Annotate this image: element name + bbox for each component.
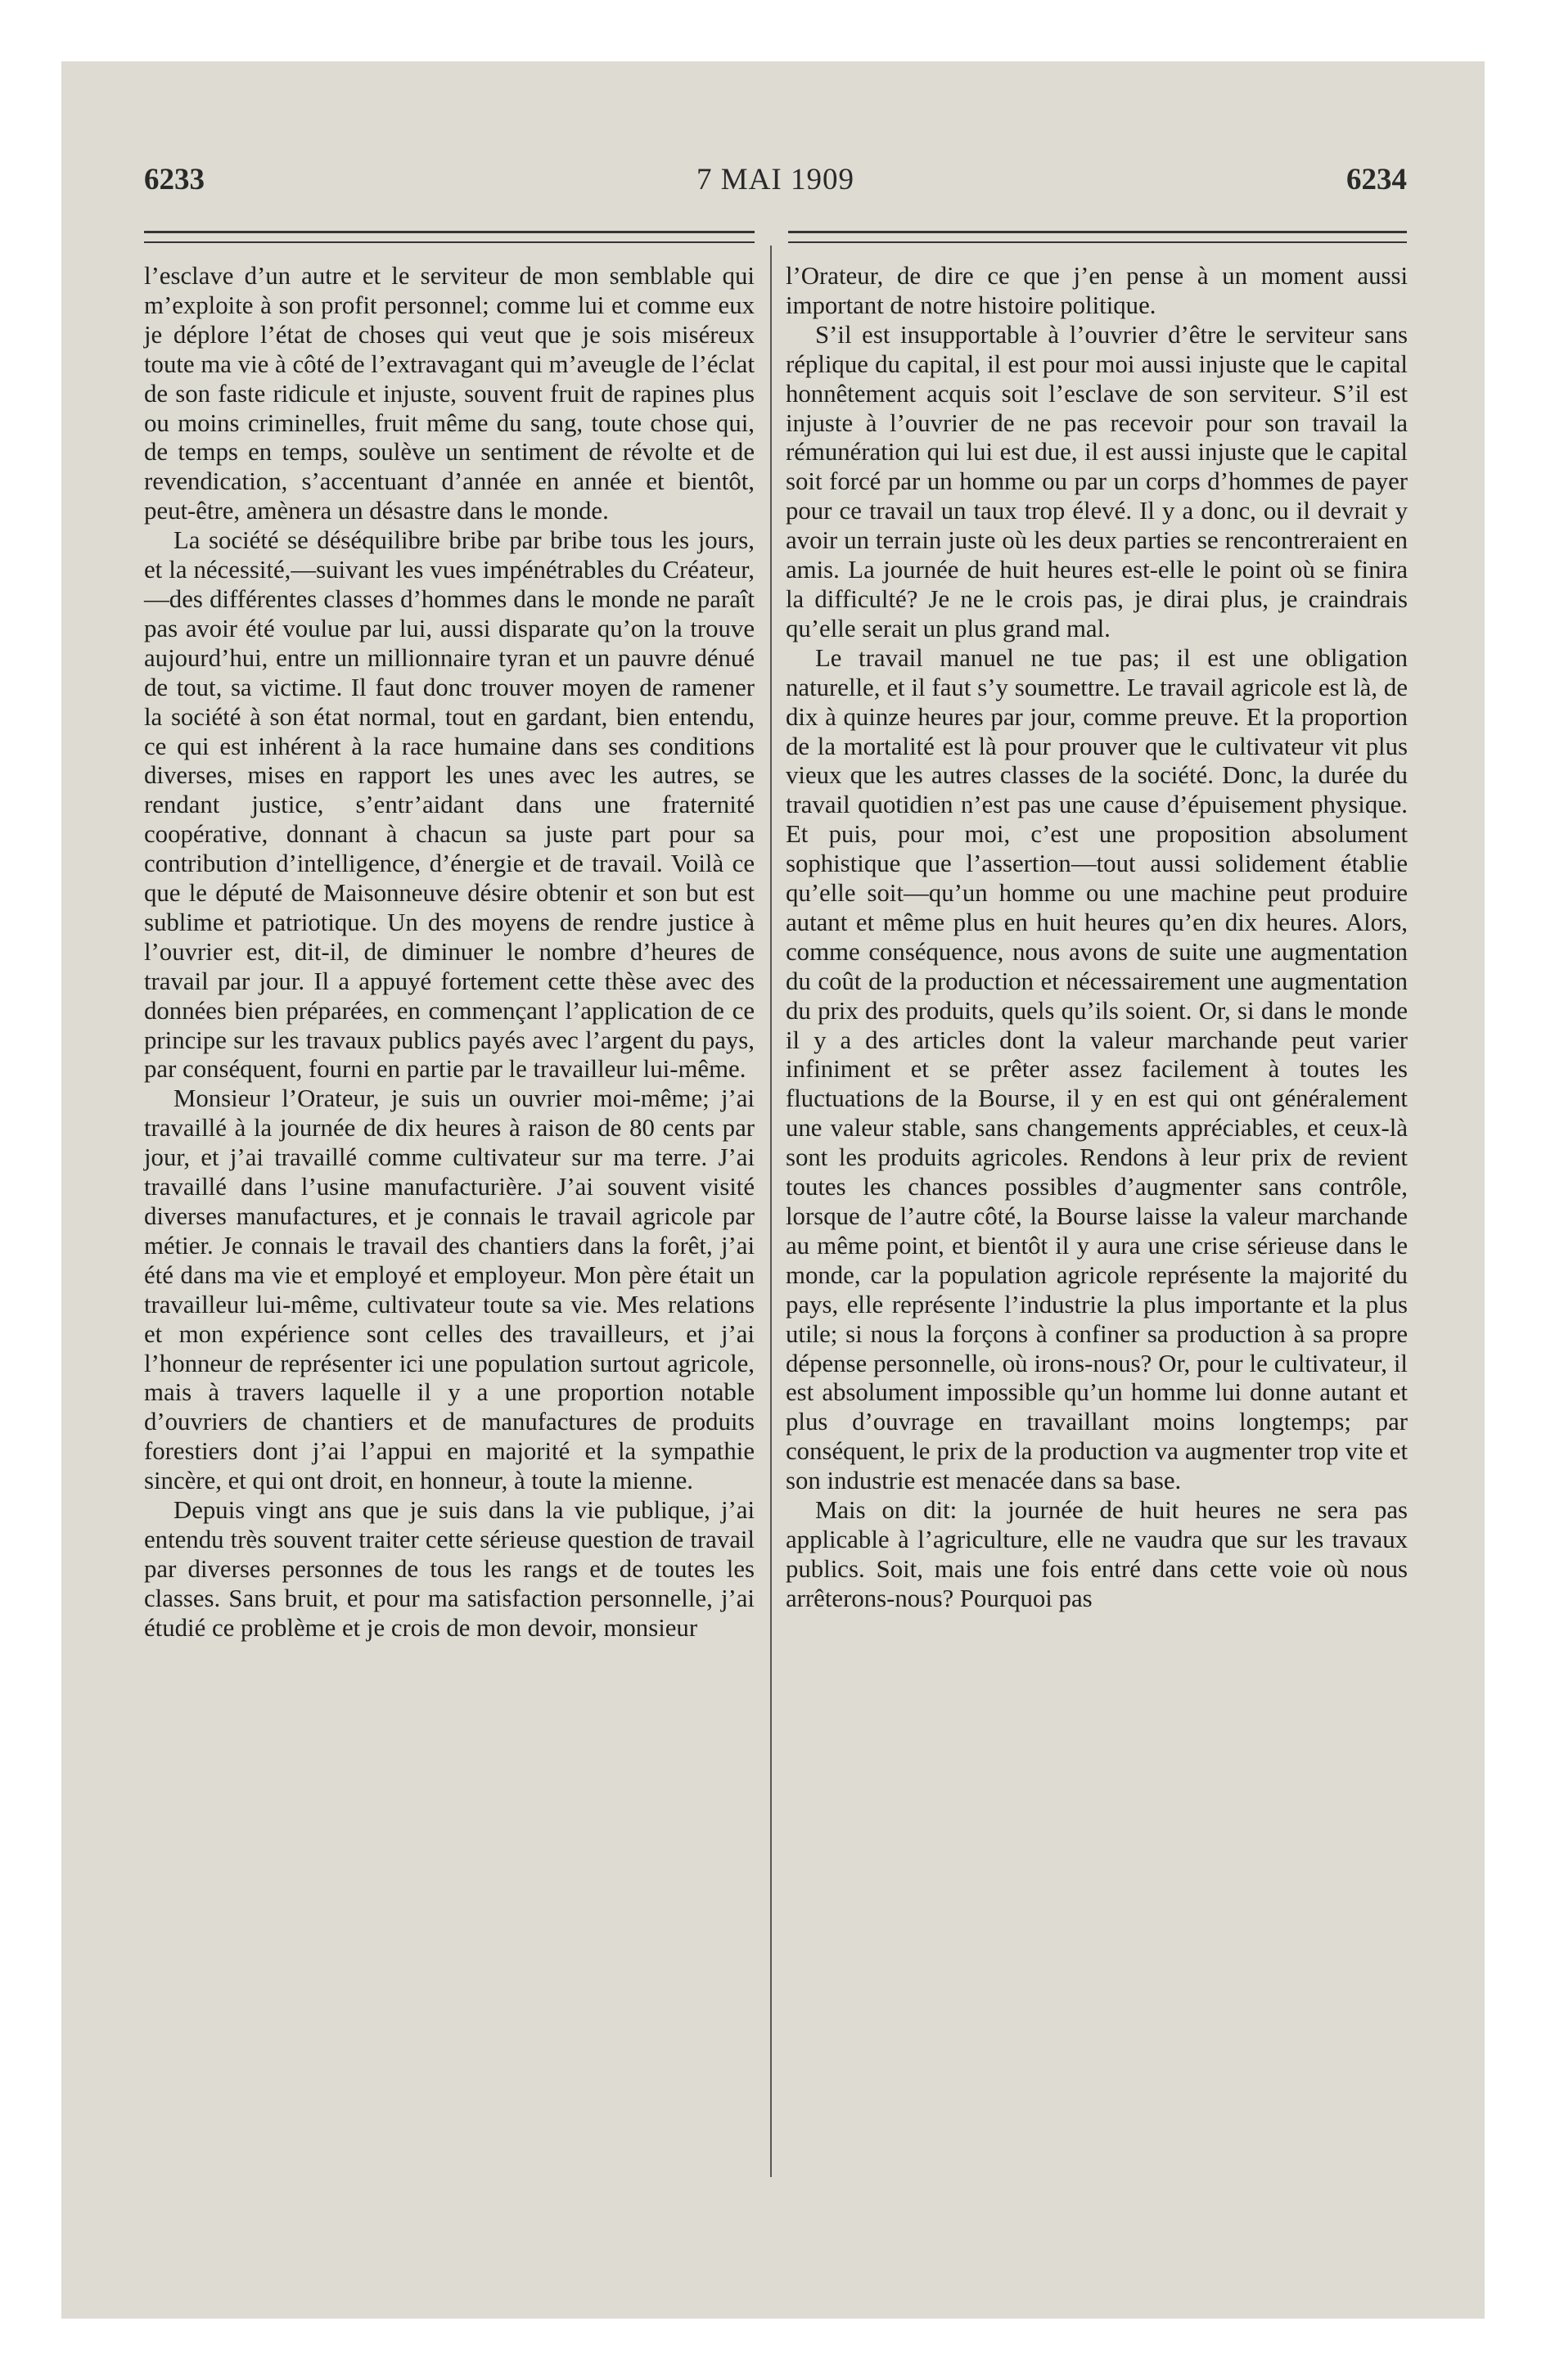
paragraph: l’esclave d’un autre et le serviteur de mon semblable qui m’exploite à son profit personnel; comme lui et comme eux je déplore l’état de choses qui veut que je sois miséreux toute ma vie à côté de l’extravagant qui m’aveugle de l’éclat de son faste ridicule et injuste, souvent fruit de rapines plus ou moins criminelles, fruit même du sang, toute chose qui, de temps en temps, soulève un sentiment de révolte et de revendication, s’accentuant d’année en année et bientôt, peut-être, amènera un désastre dans le monde. xyxy=(144,262,755,525)
page-header xyxy=(144,162,1407,203)
paragraph: Depuis vingt ans que je suis dans la vie publique, j’ai entendu très souvent traiter cette sérieuse question de travail par diverses personnes de tous les rangs et de toutes les classes. Sans bruit, et pour ma satisfaction personnelle, j’ai étudié ce problème et je crois de mon devoir, monsieur xyxy=(144,1496,755,1642)
paragraph: S’il est insupportable à l’ouvrier d’être le serviteur sans réplique du capital, il est pour moi aussi injuste que le capital honnêtement acquis soit l’esclave de son serviteur. S’il est injuste à l’ouvrier de ne pas recevoir pour son travail la rémunération qui lui est due, il est aussi injuste que le capital soit forcé par un homme ou par un corps d’hommes de payer pour ce travail un taux trop élevé. Il y a donc, ou il devrait y avoir un terrain juste où les deux parties se rencontreraient en amis. La journée de huit heures est-elle le point où se finira la difficulté? Je ne le crois pas, je dirai plus, je craindrais qu’elle serait un plus grand mal. xyxy=(786,320,1408,642)
right-column xyxy=(786,262,1408,1614)
paragraph: Le travail manuel ne tue pas; il est une obligation naturelle, et il faut s’y soumettre. Le travail agricole est là, de dix à quinze heures par jour, comme preuve. Et la proportion de la mortalité est là pour prouver que le cultivateur vit plus vieux que les autres classes de la société. Donc, la durée du travail quotidien n’est pas une cause d’épuisement physique. Et puis, pour moi, c’est une proposition absolument sophistique que l’assertion—tout aussi solidement établie qu’elle soit—qu’un homme ou une machine peut produire autant et même plus en huit heures qu’en dix heures. Alors, comme conséquence, nous avons de suite une augmentation du coût de la production et nécessairement une augmentation du prix des produits, quels qu’ils soient. Or, si dans le monde il y a des articles dont la valeur marchande peut varier infiniment et se prêter assez facilement à toutes les fluctuations de la Bourse, il y en est qui ont généralement une valeur stable, sans changements appréciables, et ceux-là sont les produits agricoles. Rendons à leur prix de revient toutes les chances possibles d’augmenter sans contrôle, lorsque de l’autre côté, la Bourse laisse la valeur marchande au même point, et bientôt il y aura une crise sérieuse dans le monde, car la population agricole représente la majorité du pays, elle représente l’industrie la plus importante et la plus utile; si nous la forçons à confiner sa production à sa propre dépense personnelle, où irons-nous? Or, pour le cultivateur, il est absolument impossible qu’un homme lui donne autant et plus d’ouvrage en travaillant moins longtemps; par conséquent, le prix de la production va augmenter trop vite et son industrie est menacée dans sa base. xyxy=(786,643,1408,1495)
paragraph: Mais on dit: la journée de huit heures ne sera pas applicable à l’agriculture, elle ne vaudra que sur les travaux publics. Soit, mais une fois entré dans cette voie où nous arrêterons-nous? Pourquoi pas xyxy=(786,1496,1408,1612)
paragraph: Monsieur l’Orateur, je suis un ouvrier moi-même; j’ai travaillé à la journée de dix heures à raison de 80 cents par jour, et j’ai travaillé comme cultivateur sur ma terre. J’ai travaillé dans l’usine manufacturière. J’ai souvent visité diverses manufactures, et je connais le travail agricole par métier. Je connais le travail des chantiers dans la forêt, j’ai été dans ma vie et employé et employeur. Mon père était un travailleur lui-même, cultivateur toute sa vie. Mes relations et mon expérience sont celles des travailleurs, et j’ai l’honneur de représenter ici une population surtout agricole, mais à travers laquelle il y a une proportion notable d’ouvriers de chantiers et de manufactures de produits forestiers dont j’ai l’appui en majorité et la sympathie sincère, et qui ont droit, en honneur, à toute la mienne. xyxy=(144,1084,755,1495)
left-column xyxy=(144,262,755,1643)
paragraph: l’Orateur, de dire ce que j’en pense à un moment aussi important de notre histoire politique. xyxy=(786,262,1408,319)
column-divider xyxy=(770,246,772,2177)
page-date: 7 MAI 1909 xyxy=(696,163,854,196)
header-rule-right xyxy=(788,231,1407,243)
page-number-left: 6233 xyxy=(144,163,205,196)
header-rule-left xyxy=(144,231,755,243)
paragraph: La société se déséquilibre bribe par bribe tous les jours, et la nécessité,—suivant les vues impénétrables du Créateur,—des différentes classes d’hommes dans le monde ne paraît pas avoir été voulue par lui, aussi disparate qu’on la trouve aujourd’hui, entre un millionnaire tyran et un pauvre dénué de tout, sa victime. Il faut donc trouver moyen de ramener la société à son état normal, tout en gardant, bien entendu, ce qui est inhérent à la race humaine dans ses conditions diverses, mises en rapport les unes avec les autres, se rendant justice, s’entr’aidant dans une fraternité coopérative, donnant à chacun sa juste part pour sa contribution d’intelligence, d’énergie et de travail. Voilà ce que le député de Maisonneuve désire obtenir et son but est sublime et patriotique. Un des moyens de rendre justice à l’ouvrier est, dit-il, de diminuer le nombre d’heures de travail par jour. Il a appuyé fortement cette thèse avec des données bien préparées, en commençant l’application de ce principe sur les travaux publics payés avec l’argent du pays, par conséquent, fourni en partie par le travailleur lui-même. xyxy=(144,526,755,1084)
page-number-right: 6234 xyxy=(1346,163,1407,196)
